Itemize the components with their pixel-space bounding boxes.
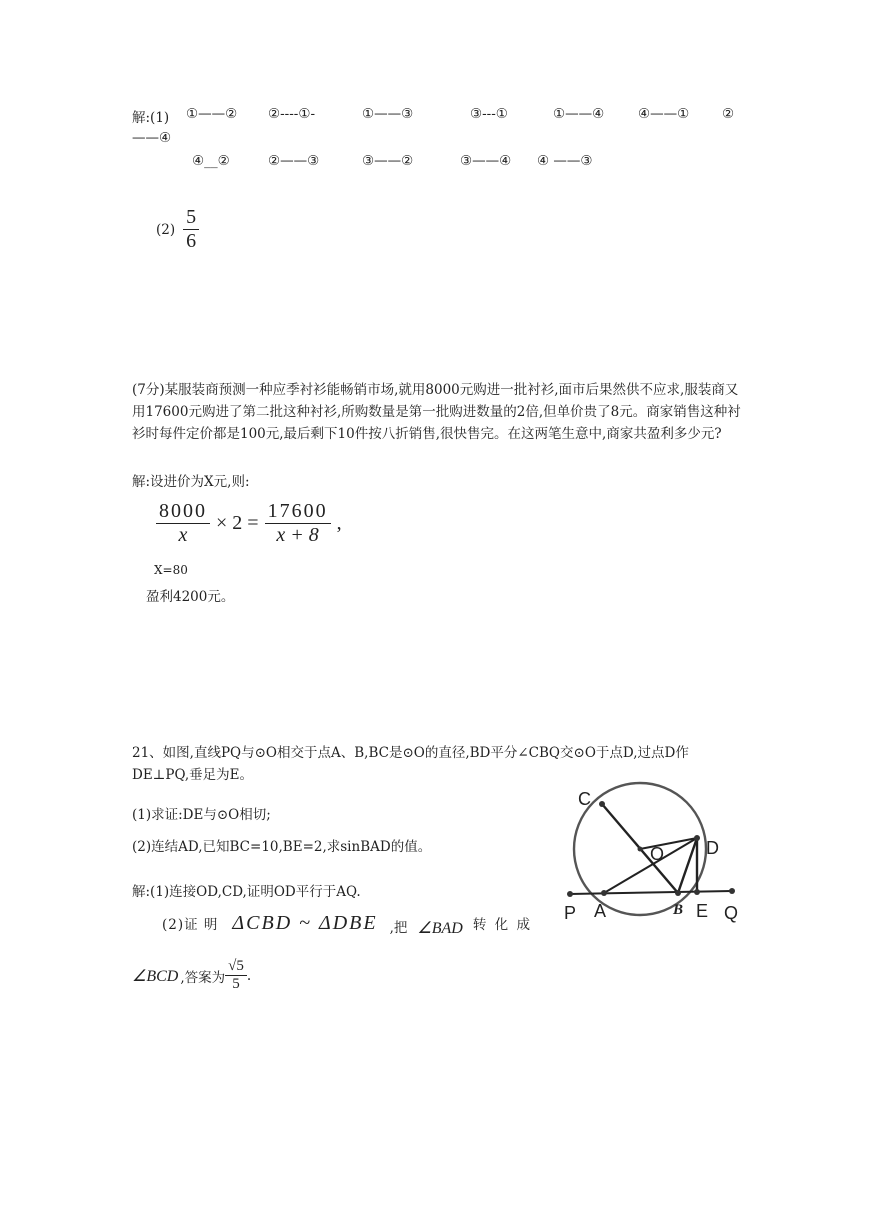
q19-pair: ③——②: [362, 153, 414, 169]
q19-pair: ②: [722, 106, 735, 122]
label-o: O: [650, 844, 665, 864]
label-e: E: [696, 901, 709, 921]
q21-answer-fraction: [225, 958, 247, 993]
label-a: A: [594, 901, 607, 921]
q20-eq-right-fraction: [265, 500, 331, 547]
q21-geometry-figure: [560, 783, 750, 933]
q21-solution-3: [132, 958, 251, 993]
label-b: B: [673, 902, 684, 918]
label-p: P: [564, 903, 577, 923]
q19-pair: ④__②: [192, 153, 230, 169]
q20-eq-times: × 2 =: [216, 512, 259, 534]
point-q: [729, 888, 735, 894]
q21-solution-1: 解:(1)连接OD,CD,证明OD平行于AQ.: [132, 884, 361, 900]
q19-pair: ②----①-: [268, 106, 316, 122]
q19-part2: [156, 206, 199, 253]
q19-pair: ④——①: [638, 106, 690, 122]
q20-equation: [156, 500, 342, 547]
line-pq: [570, 891, 732, 894]
label-c: C: [578, 789, 591, 809]
q21-problem: 21、如图,直线PQ与⊙O相交于点A、B,BC是⊙O的直径,BD平分∠CBQ交⊙O于点D,过点D作DE⊥PQ,垂足为E。: [132, 745, 689, 783]
fraction-numerator: 17600: [267, 500, 328, 522]
q19-pair: ④ ——③: [537, 153, 593, 169]
fraction-denominator: 6: [186, 230, 197, 252]
q21-part1: (1)求证:DE与⊙O相切;: [132, 807, 271, 823]
q21-sol3-end: .: [246, 967, 252, 984]
point-e: [694, 889, 700, 895]
q19-pair: ③---①: [470, 106, 508, 122]
q19-row1-wrap: ——④: [132, 130, 172, 146]
fraction-denominator: x: [178, 524, 188, 546]
q21-solution-2: [162, 908, 532, 938]
point-b: [675, 890, 681, 896]
q19-pair: ①——②: [186, 106, 238, 122]
q19-pair: ②——③: [268, 153, 320, 169]
q20-solution-intro: 解:设进价为X元,则:: [132, 474, 250, 490]
fraction-denominator: 5: [232, 976, 240, 992]
q19-part2-label: (2): [156, 221, 176, 238]
q19-pair: ①——④: [553, 106, 605, 122]
q20-eq-comma: ,: [336, 512, 342, 534]
point-a: [601, 890, 607, 896]
q21-sol2-mid: ,把: [389, 920, 408, 936]
q19-pair: ③——④: [460, 153, 512, 169]
q21-sol3-text: ,答案为: [180, 969, 226, 986]
point-p: [567, 891, 573, 897]
q21-part2: (2)连结AD,已知BC=10,BE=2,求sinBAD的值。: [132, 839, 432, 855]
fraction-numerator: 8000: [159, 500, 207, 522]
q21-sol2-suffix: 转 化 成: [472, 917, 532, 933]
point-c: [599, 801, 605, 807]
q20-eq-left-fraction: [156, 500, 210, 547]
q20-answer-profit: 盈利4200元。: [146, 589, 235, 605]
label-q: Q: [724, 903, 739, 923]
q20-problem: (7分)某服装商预测一种应季衬衫能畅销市场,就用8000元购进一批衬衫,面市后果然供不应求,服装商又用17600元购进了第二批这种衬衫,所购数量是第一批购进数量的2倍,但单价贵了8元。商家销售这种衬衫时每件定价都是100元,最后剩下10件按八折销售,很快售完。在这两笔生意中,商家共盈利多少元?: [132, 382, 741, 442]
q19-part2-fraction: [183, 206, 199, 253]
q20-answer-x: X=80: [154, 563, 188, 577]
fraction-numerator: √5: [228, 958, 244, 974]
point-o: [638, 847, 643, 852]
q21-similar-triangles: ΔCBD ~ ΔDBE: [232, 911, 378, 934]
q21-angle-bcd: ∠BCD: [132, 967, 179, 985]
q21-sol2-prefix: (2)证 明: [162, 917, 219, 933]
label-d: D: [706, 838, 719, 858]
fraction-denominator: x + 8: [276, 524, 319, 546]
q19-pair: ①——③: [362, 106, 414, 122]
fraction-numerator: 5: [186, 206, 197, 228]
q21-angle-bad: ∠BAD: [417, 920, 463, 937]
point-d: [694, 835, 700, 841]
q19-prefix: 解:(1): [132, 110, 170, 126]
